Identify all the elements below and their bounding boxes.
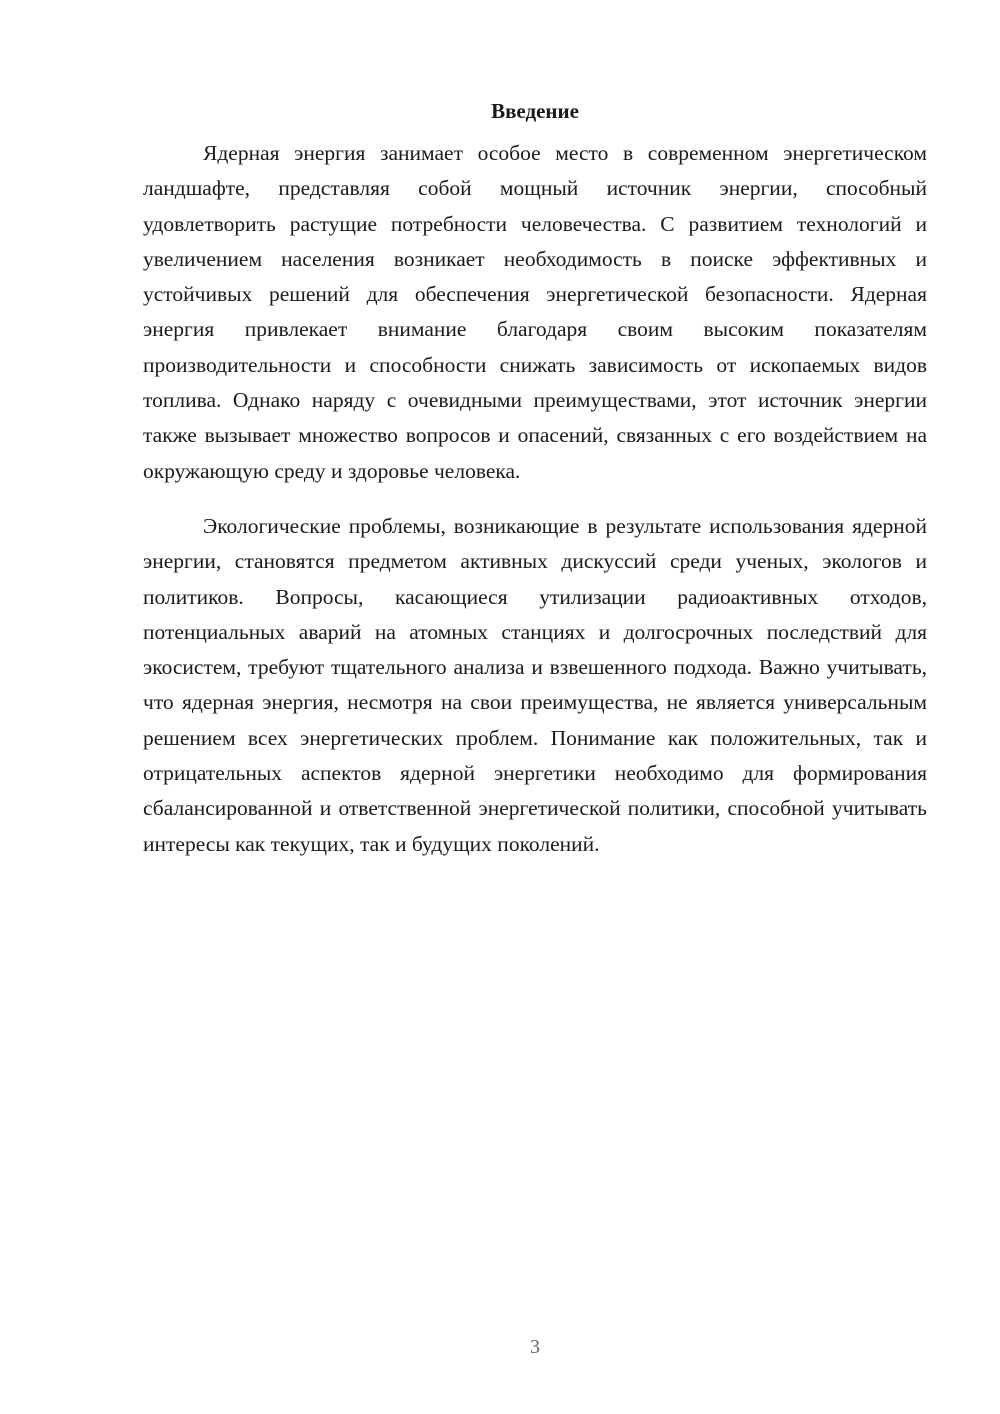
- page-content: [143, 96, 927, 862]
- section-heading: Введение: [491, 99, 579, 123]
- paragraph-ecology: Экологические проблемы, возникающие в результате использования ядерной энергии, становятся предметом активных дискуссий среди ученых, экологов и политиков. Вопросы, касающиеся утилизации радиоактивных отходов, потенциальных аварий на атомных станциях и долгосрочных последствий для экосистем, требуют тщательного анализа и взвешенного подхода. Важно учитывать, что ядерная энергия, несмотря на свои преимущества, не является универсальным решением всех энергетических проблем. Понимание как положительных, так и отрицательных аспектов ядерной энергетики необходимо для формирования сбалансированной и ответственной энергетической политики, способной учитывать интересы как текущих, так и будущих поколений.: [143, 513, 927, 856]
- paragraph-intro: Ядерная энергия занимает особое место в современном энергетическом ландшафте, представляя собой мощный источник энергии, способный удовлетворить растущие потребности человечества. С развитием технологий и увеличением населения возникает необходимость в поиске эффективных и устойчивых решений для обеспечения энергетической безопасности. Ядерная энергия привлекает внимание благодаря своим высоким показателям производительности и способности снижать зависимость от ископаемых видов топлива. Однако наряду с очевидными преимуществами, этот источник энергии также вызывает множество вопросов и опасений, связанных с его воздействием на окружающую среду и здоровье человека.: [143, 141, 927, 483]
- page-number: 3: [530, 1336, 540, 1358]
